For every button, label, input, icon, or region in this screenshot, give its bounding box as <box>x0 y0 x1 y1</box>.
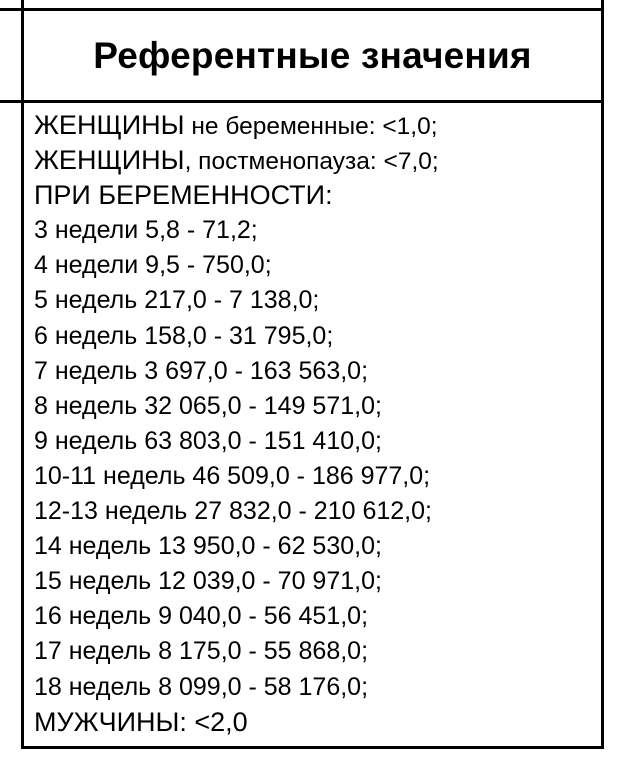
table-border-bottom <box>21 746 604 749</box>
reference-value-line <box>34 143 439 178</box>
reference-value-line <box>34 108 439 143</box>
reference-value-text: 3 недели 5,8 - 71,2; <box>34 216 258 245</box>
column-border-left <box>21 0 24 749</box>
reference-value-line <box>34 248 439 283</box>
reference-value-line <box>34 670 439 705</box>
reference-value-text: ЖЕНЩИНЫ <box>34 110 185 140</box>
reference-value-line <box>34 564 439 599</box>
reference-value-line <box>34 599 439 634</box>
reference-value-text: МУЖЧИНЫ: <2,0 <box>34 706 248 737</box>
reference-value-line <box>34 354 439 389</box>
reference-value-text: 10-11 недель 46 509,0 - 186 977,0; <box>34 461 431 490</box>
reference-value-text: 8 недель 32 065,0 - 149 571,0; <box>34 391 382 420</box>
reference-value-text: ПРИ БЕРЕМЕННОСТИ: <box>34 180 333 211</box>
reference-value-line <box>34 424 439 459</box>
reference-value-text: 7 недель 3 697,0 - 163 563,0; <box>34 356 369 385</box>
reference-value-line <box>34 283 439 318</box>
reference-value-line <box>34 529 439 564</box>
reference-value-line <box>34 494 439 529</box>
reference-value-line <box>34 178 439 213</box>
reference-value-text: 5 недель 217,0 - 7 138,0; <box>34 286 320 315</box>
reference-value-text: не беременные: <1,0; <box>184 113 438 140</box>
reference-value-line <box>34 705 439 740</box>
reference-value-text: 12-13 недель 27 832,0 - 210 612,0; <box>34 497 432 526</box>
reference-value-line <box>34 389 439 424</box>
reference-value-line <box>34 459 439 494</box>
header-divider <box>0 100 604 103</box>
reference-value-text: , постменопауза: <7,0; <box>184 148 439 176</box>
column-border-right <box>601 0 604 749</box>
reference-value-text: 17 недель 8 175,0 - 55 868,0; <box>34 637 369 666</box>
reference-value-text: 15 недель 12 039,0 - 70 971,0; <box>34 567 382 596</box>
reference-value-line <box>34 319 439 354</box>
reference-value-line <box>34 213 439 248</box>
reference-value-text: 16 недель 9 040,0 - 56 451,0; <box>34 602 369 631</box>
reference-value-text: 6 недель 158,0 - 31 795,0; <box>34 321 334 350</box>
column-header: Референтные значения <box>93 34 532 76</box>
reference-value-text: ЖЕНЩИНЫ <box>34 145 185 176</box>
reference-values-list <box>34 108 439 740</box>
reference-value-text: 9 недель 63 803,0 - 151 410,0; <box>34 426 382 455</box>
reference-value-line <box>34 634 439 669</box>
reference-value-text: 14 недель 13 950,0 - 62 530,0; <box>34 532 382 561</box>
reference-value-text: 18 недель 8 099,0 - 58 176,0; <box>34 672 369 701</box>
reference-value-text: 4 недели 9,5 - 750,0; <box>34 251 272 280</box>
